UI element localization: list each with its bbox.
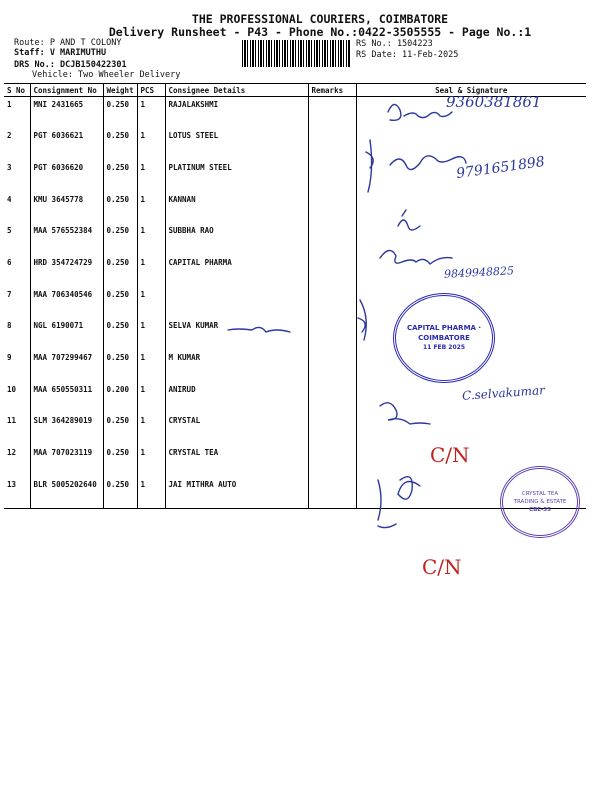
cell-sno: 1 (4, 97, 30, 129)
capital-stamp-date: 11 FEB 2025 (423, 344, 465, 351)
staff-label: Staff: V MARIMUTHU (14, 48, 107, 58)
crystal-tea-stamp (500, 466, 580, 538)
cell-consignment: MAA 707023119 (30, 445, 103, 477)
cell-consignee: PLATINUM STEEL (165, 160, 308, 192)
cell-weight: 0.250 (103, 160, 137, 192)
handwritten-cn-2: C/N (422, 555, 462, 579)
col-sno: S No (4, 84, 30, 97)
cell-consignment: MAA 707299467 (30, 350, 103, 382)
col-signature: Seal & Signature (356, 84, 586, 97)
col-consignee: Consignee Details (165, 84, 308, 97)
cell-pcs: 1 (137, 382, 165, 414)
cell-sno: 13 (4, 477, 30, 509)
cell-pcs: 1 (137, 160, 165, 192)
crystal-stamp-text: CRYSTAL TEA TRADING & ESTATE (513, 491, 567, 505)
col-pcs: PCS (137, 84, 165, 97)
cell-consignment: KMU 3645778 (30, 192, 103, 224)
cell-weight: 0.250 (103, 287, 137, 319)
cell-consignee: RAJALAKSHMI (165, 97, 308, 129)
cell-consignment: PGT 6036620 (30, 160, 103, 192)
cell-consignment: MAA 650550311 (30, 382, 103, 414)
cell-weight: 0.250 (103, 255, 137, 287)
cell-sno: 11 (4, 413, 30, 445)
cell-consignment: BLR 5005202640 (30, 477, 103, 509)
crystal-stamp-inner: CBE-35 (529, 507, 551, 513)
col-remarks: Remarks (308, 84, 356, 97)
cell-consignment: HRD 354724729 (30, 255, 103, 287)
drs-number: DRS No.: DCJB150422301 (14, 60, 127, 70)
cell-sno: 6 (4, 255, 30, 287)
col-weight: Weight (103, 84, 137, 97)
cell-weight: 0.250 (103, 128, 137, 160)
cell-sno: 10 (4, 382, 30, 414)
cell-pcs: 1 (137, 255, 165, 287)
cell-consignee: SUBBHA RAO (165, 223, 308, 255)
capital-pharma-stamp (393, 293, 495, 383)
route-label: Route: P AND T COLONY (14, 38, 122, 48)
cell-consignee: LOTUS STEEL (165, 128, 308, 160)
cell-pcs: 1 (137, 350, 165, 382)
cell-sno: 3 (4, 160, 30, 192)
vehicle-label: Vehicle: Two Wheeler Delivery (32, 70, 181, 80)
cell-pcs: 1 (137, 128, 165, 160)
cell-sno: 5 (4, 223, 30, 255)
cell-consignee: SELVA KUMAR (165, 318, 308, 350)
cell-pcs: 1 (137, 318, 165, 350)
cell-pcs: 1 (137, 97, 165, 129)
cell-sno: 7 (4, 287, 30, 319)
rs-number: RS No.: 1504223 (356, 39, 433, 49)
company-title: THE PROFESSIONAL COURIERS, COIMBATORE (191, 12, 449, 26)
cell-consignee: M KUMAR (165, 350, 308, 382)
cell-consignment: PGT 6036621 (30, 128, 103, 160)
handwritten-phone-3: 9849948825 (443, 264, 515, 281)
cell-sno: 4 (4, 192, 30, 224)
handwritten-phone-1: 9360381861 (446, 93, 542, 111)
cell-consignee: ANIRUD (165, 382, 308, 414)
cell-pcs: 1 (137, 192, 165, 224)
cell-consignee: CRYSTAL (165, 413, 308, 445)
cell-consignee: JAI MITHRA AUTO (165, 477, 308, 509)
rs-date: RS Date: 11-Feb-2025 (356, 50, 459, 60)
cell-weight: 0.250 (103, 413, 137, 445)
cell-consignee: CRYSTAL TEA (165, 445, 308, 477)
cell-consignment: MAA 706340546 (30, 287, 103, 319)
cell-pcs: 1 (137, 413, 165, 445)
cell-sno: 9 (4, 350, 30, 382)
cell-consignment: MNI 2431665 (30, 97, 103, 129)
cell-pcs: 1 (137, 223, 165, 255)
cell-weight: 0.250 (103, 97, 137, 129)
handwritten-cn-1: C/N (430, 443, 470, 467)
cell-weight: 0.200 (103, 382, 137, 414)
cell-pcs: 1 (137, 477, 165, 509)
cell-consignment: MAA 576552384 (30, 223, 103, 255)
cell-sno: 12 (4, 445, 30, 477)
cell-weight: 0.250 (103, 223, 137, 255)
capital-stamp-text: CAPITAL PHARMA · COIMBATORE (406, 324, 482, 342)
cell-consignment: SLM 364289019 (30, 413, 103, 445)
cell-consignee: CAPITAL PHARMA (165, 255, 308, 287)
cell-weight: 0.250 (103, 318, 137, 350)
cell-weight: 0.250 (103, 477, 137, 509)
handwritten-name: C.selvakumar (461, 383, 546, 403)
cell-weight: 0.250 (103, 445, 137, 477)
cell-weight: 0.250 (103, 350, 137, 382)
cell-pcs: 1 (137, 445, 165, 477)
handwritten-phone-2: 9791651898 (455, 153, 546, 183)
cell-consignee: KANNAN (165, 192, 308, 224)
cell-pcs: 1 (137, 287, 165, 319)
cell-weight: 0.250 (103, 192, 137, 224)
cell-sno: 2 (4, 128, 30, 160)
cell-consignment: NGL 6190071 (30, 318, 103, 350)
col-consignment: Consignment No (30, 84, 103, 97)
cell-sno: 8 (4, 318, 30, 350)
runsheet-title: Delivery Runsheet - P43 - Phone No.:0422-3505555 - Page No.:1 (108, 25, 532, 39)
